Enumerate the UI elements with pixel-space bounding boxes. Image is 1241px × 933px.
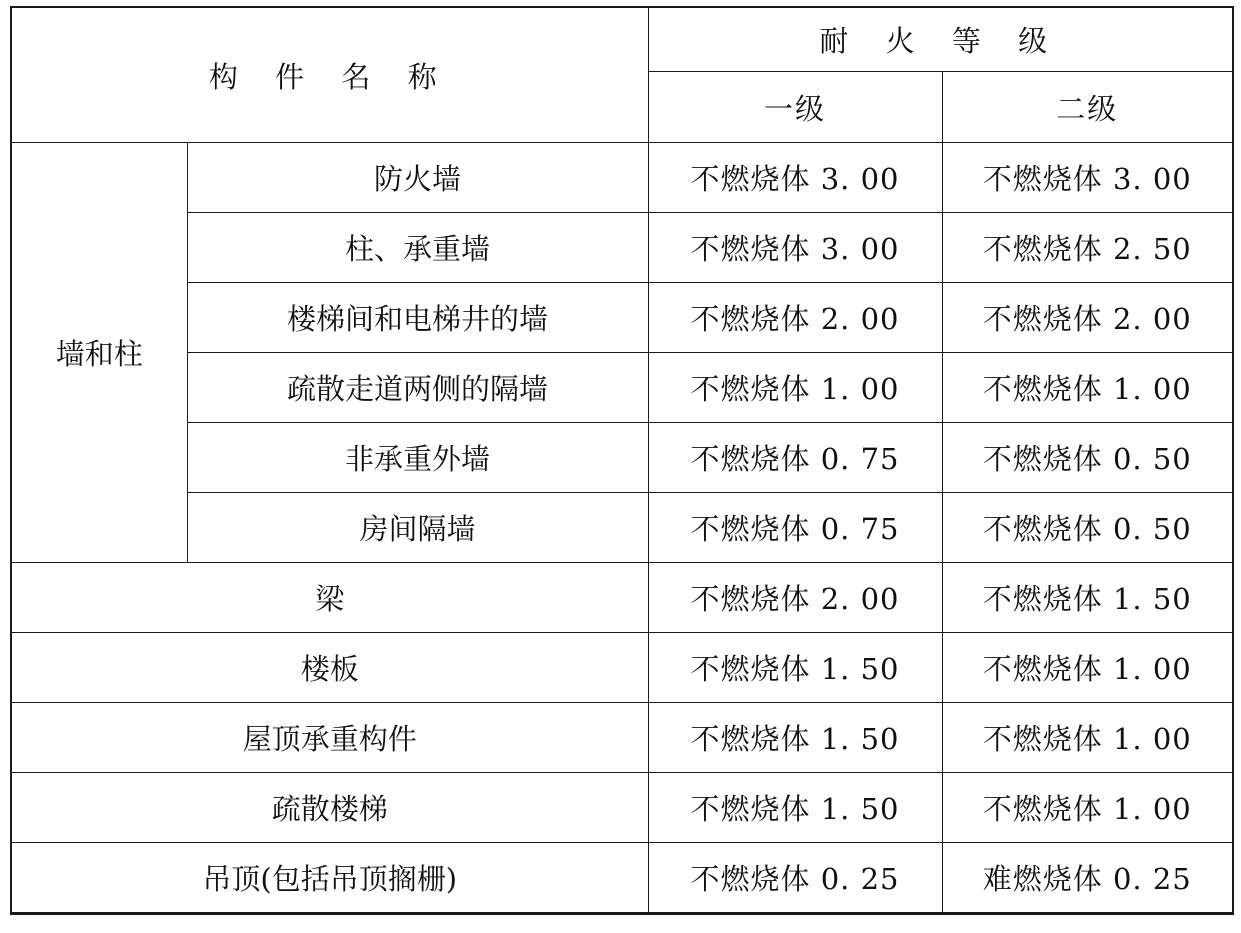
table-row [11,633,1233,703]
grade-1-value: 不燃烧体 1. 50 [648,703,942,773]
table-row [11,283,1233,353]
grade-1-header: 一级 [648,72,942,143]
grade-2-value: 不燃烧体 1. 00 [942,353,1233,423]
grade-1-value: 不燃烧体 2. 00 [648,283,942,353]
component-name: 楼梯间和电梯井的墙 [187,283,648,353]
grade-2-value: 不燃烧体 2. 50 [942,213,1233,283]
grade-2-value: 不燃烧体 0. 50 [942,493,1233,563]
grade-1-value: 不燃烧体 1. 50 [648,633,942,703]
grade-1-value: 不燃烧体 0. 75 [648,423,942,493]
grade-1-value: 不燃烧体 3. 00 [648,143,942,213]
grade-1-value: 不燃烧体 3. 00 [648,213,942,283]
component-name: 柱、承重墙 [187,213,648,283]
component-name: 梁 [11,563,648,633]
component-name: 非承重外墙 [187,423,648,493]
component-name: 防火墙 [187,143,648,213]
group-label-wall-column: 墙和柱 [11,143,187,563]
grade-2-value: 难燃烧体 0. 25 [942,843,1233,914]
fire-resistance-table [10,6,1234,915]
grade-1-value: 不燃烧体 1. 00 [648,353,942,423]
grade-2-value: 不燃烧体 1. 50 [942,563,1233,633]
component-name: 屋顶承重构件 [11,703,648,773]
grade-1-value: 不燃烧体 0. 25 [648,843,942,914]
component-name: 疏散走道两侧的隔墙 [187,353,648,423]
grade-1-value: 不燃烧体 2. 00 [648,563,942,633]
grade-2-value: 不燃烧体 3. 00 [942,143,1233,213]
table-row [11,843,1233,914]
grade-2-header: 二级 [942,72,1233,143]
table-row [11,773,1233,843]
grade-2-value: 不燃烧体 1. 00 [942,633,1233,703]
grade-2-value: 不燃烧体 1. 00 [942,703,1233,773]
component-name: 房间隔墙 [187,493,648,563]
table-row [11,213,1233,283]
component-name: 楼板 [11,633,648,703]
table-row [11,353,1233,423]
table-row [11,563,1233,633]
table-row [11,143,1233,213]
grade-1-value: 不燃烧体 1. 50 [648,773,942,843]
table-row [11,703,1233,773]
fire-rating-header: 耐 火 等 级 [648,7,1233,72]
header-row-1 [11,7,1233,72]
grade-1-value: 不燃烧体 0. 75 [648,493,942,563]
table-row [11,423,1233,493]
grade-2-value: 不燃烧体 1. 00 [942,773,1233,843]
table-row [11,493,1233,563]
component-name-header: 构 件 名 称 [11,7,648,143]
grade-2-value: 不燃烧体 2. 00 [942,283,1233,353]
component-name: 吊顶(包括吊顶搁栅) [11,843,648,914]
component-name: 疏散楼梯 [11,773,648,843]
grade-2-value: 不燃烧体 0. 50 [942,423,1233,493]
